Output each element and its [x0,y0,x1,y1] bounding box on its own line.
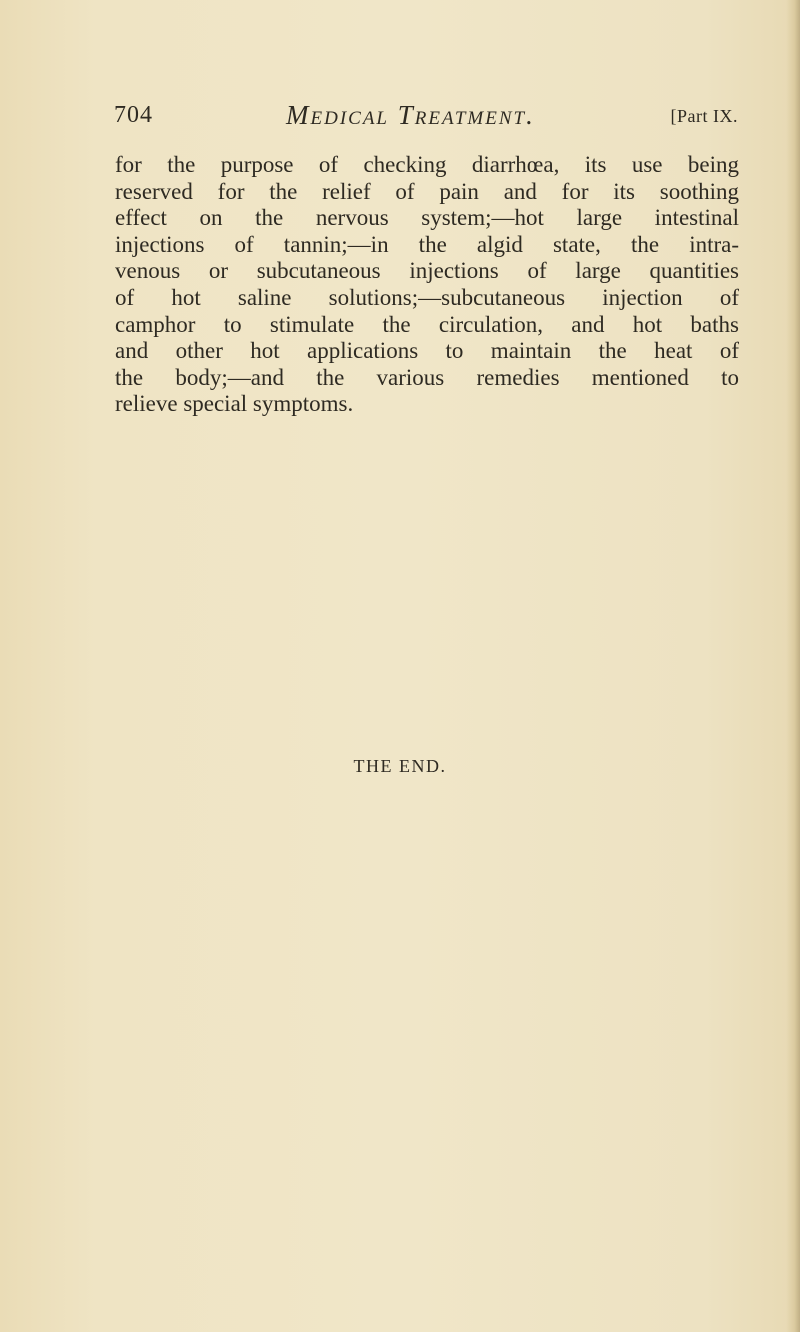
text-line: and other hot applications to maintain the heat of [115,338,739,364]
text-line: reserved for the relief of pain and for its soothing [115,178,739,204]
text-line: the body;—and the various remedies mentioned to [115,364,739,390]
the-end-label: THE END. [353,756,447,776]
running-title: Medical Treatment. [286,100,535,130]
page-edge-shadow [786,0,800,1332]
part-label: [Part IX. [670,106,738,126]
text-line: of hot saline solutions;—subcutaneous injection of [115,284,739,310]
text-line: effect on the nervous system;—hot large intestinal [115,205,739,231]
page-number: 704 [114,102,153,128]
text-line: injections of tannin;—in the algid state, the intra- [115,231,739,257]
paper-speck [543,546,549,552]
text-line: for the purpose of checking diarrhœa, its use being [115,152,739,177]
text-line: camphor to stimulate the circulation, and hot baths [115,311,739,337]
text-line: relieve special symptoms. [115,391,354,417]
text-line: venous or subcutaneous injections of large quantities [115,258,739,284]
running-header [114,100,738,140]
body-paragraph [115,152,739,418]
